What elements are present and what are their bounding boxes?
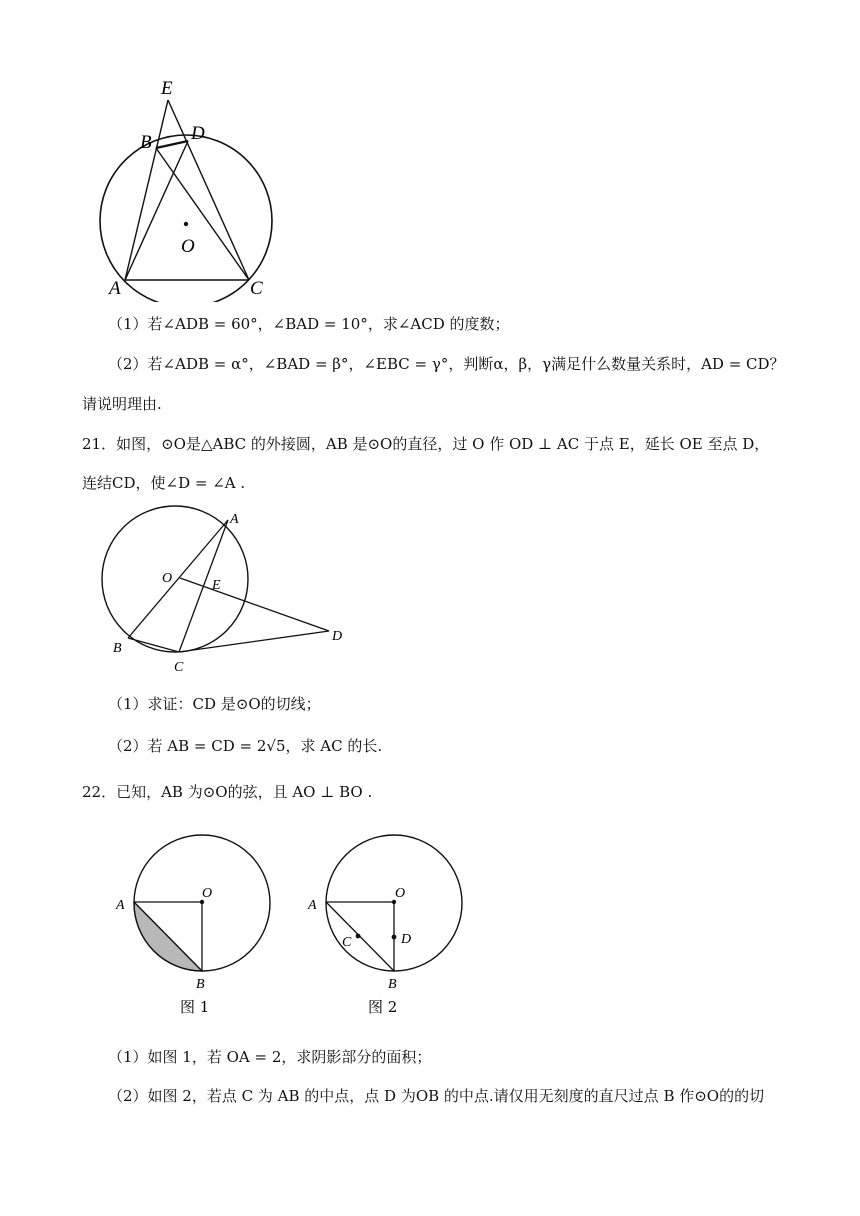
label-b: B: [113, 641, 122, 656]
segment-od: [180, 578, 329, 631]
segment-bc: [128, 638, 179, 652]
label-d: D: [191, 123, 205, 144]
segment-bc: [156, 148, 249, 280]
label-b: B: [196, 977, 205, 992]
segment-ae: [125, 100, 168, 280]
point-c: [356, 934, 361, 939]
q21-stem-line2: 连结CD，使∠D = ∠A .: [82, 474, 246, 492]
label-b: B: [388, 977, 397, 992]
label-a: A: [308, 898, 317, 913]
label-c: C: [250, 278, 263, 299]
figure-q20: [95, 72, 295, 302]
q22-part2: （2）如图 2，若点 C 为 AB 的中点，点 D 为OB 的中点.请仅用无刻度的直尺过点 B 作⊙O的的切: [108, 1087, 765, 1105]
figure-q22-1: [110, 825, 280, 1025]
label-o: O: [395, 886, 406, 901]
label-c: C: [342, 935, 352, 950]
segment-bd: [156, 141, 188, 148]
point-d: [392, 935, 397, 940]
q21-part2: （2）若 AB = CD = 2√5，求 AC 的长.: [108, 737, 383, 755]
circle-o: [102, 506, 248, 652]
label-a: A: [116, 898, 125, 913]
label-o: O: [181, 236, 195, 257]
figure-q21: [100, 505, 360, 680]
label-e: E: [161, 78, 173, 99]
figure-q22-2: [300, 825, 475, 1025]
q21-part1: （1）求证：CD 是⊙O的切线；: [108, 695, 321, 713]
segment-cd: [179, 631, 329, 652]
label-e: E: [212, 578, 221, 593]
label-b: B: [140, 132, 152, 153]
label-a: A: [109, 278, 121, 299]
q20-part2: （2）若∠ADB = α°，∠BAD = β°，∠EBC = γ°，判断α，β，γ满足什么数量关系时，AD = CD？: [108, 355, 785, 373]
q22-part1: （1）如图 1，若 OA = 2，求阴影部分的面积；: [108, 1048, 432, 1066]
caption-fig2: 图 2: [368, 998, 398, 1016]
label-c: C: [174, 660, 184, 675]
label-d: D: [332, 629, 343, 644]
segment-ad: [125, 141, 188, 280]
center-point: [184, 222, 188, 226]
label-o: O: [202, 886, 213, 901]
q20-part1: （1）若∠ADB = 60°，∠BAD = 10°，求∠ACD 的度数；: [108, 315, 510, 333]
q21-stem-line1: 21．如图，⊙O是△ABC 的外接圆，AB 是⊙O的直径，过 O 作 OD ⊥ AC 于点 E，延长 OE 至点 D，: [82, 435, 770, 453]
label-o: O: [162, 571, 173, 586]
label-a: A: [230, 512, 239, 527]
caption-fig1: 图 1: [180, 998, 210, 1016]
q22-stem: 22．已知，AB 为⊙O的弦，且 AO ⊥ BO .: [82, 783, 373, 801]
q20-part2-cont: 请说明理由.: [82, 395, 162, 413]
label-d: D: [401, 932, 412, 947]
